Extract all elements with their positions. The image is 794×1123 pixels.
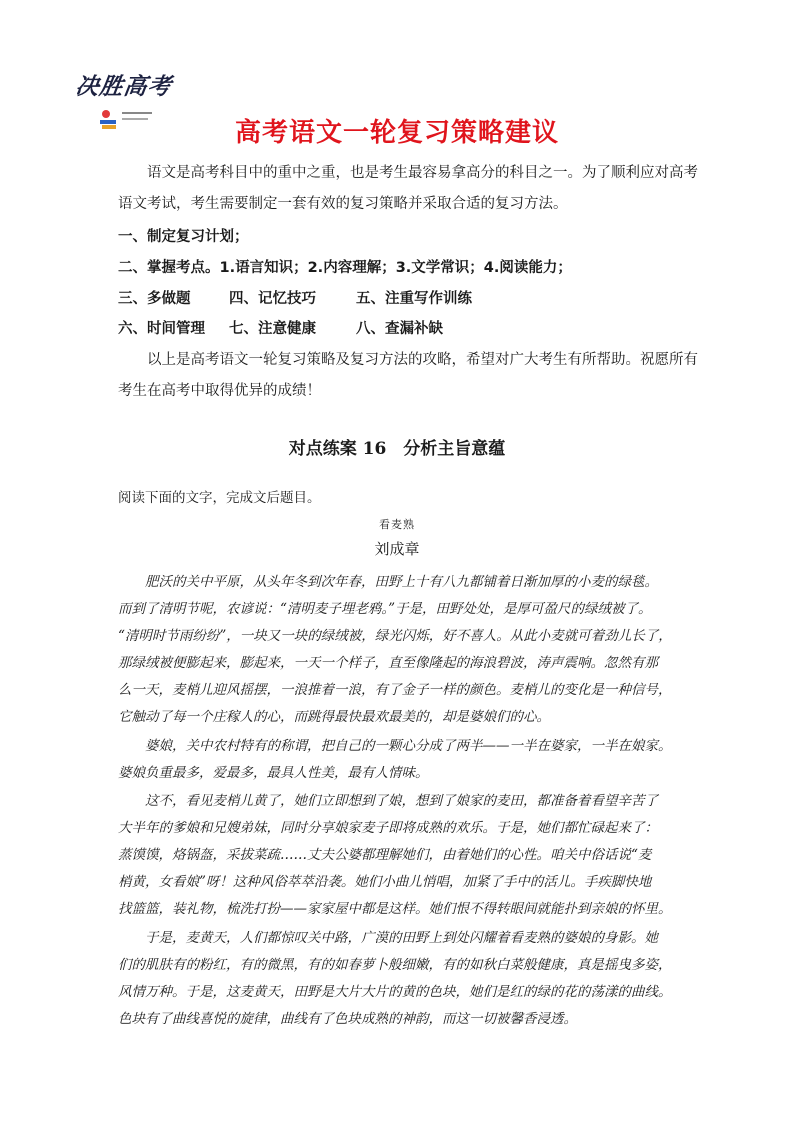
essay-line: 色块有了曲线喜悦的旋律，曲线有了色块成熟的神韵，而这一切被馨香浸透。 [118,1011,577,1027]
essay-line: 么一天，麦梢儿迎风摇摆，一浪推着一浪，有了金子一样的颜色。麦梢儿的变化是一种信号， [118,682,672,698]
closing-line-1: 以上是高考语文一轮复习策略及复习方法的攻略，希望对广大考生有所帮助。祝愿所有 [118,352,698,368]
exercise-instruction: 阅读下面的文字，完成文后题目。 [118,490,321,506]
exercise-title: 对点练案 16 分析主旨意蕴 [288,439,506,459]
essay-line: 而到了清明节呢，农谚说：“清明麦子埋老鸦。”于是，田野处处，是厚可盈尺的绿绒被了。 [118,601,652,617]
essay-line: 找篮篮，装礼物，梳洗打扮——家家屋中都是这样。她们恨不得转眼间就能扑到亲娘的怀里。 [118,901,672,917]
strategy-7: 七、注意健康 [229,321,316,337]
essay-line: 们的肌肤有的粉红，有的微黑，有的如春萝卜般细嫩，有的如秋白菜般健康，真是摇曳多姿， [118,957,672,973]
essay-line: “清明时节雨纷纷”，一块又一块的绿绒被，绿光闪烁，好不喜人。从此小麦就可着劲儿长了， [118,628,672,644]
essay-line: 婆娘，关中农村特有的称谓，把自己的一颗心分成了两半——一半在婆家，一半在娘家。 [118,738,672,754]
essay-line: 风情万种。于是，这麦黄天，田野是大片大片的黄的色块，她们是红的绿的花的荡漾的曲线。 [118,984,672,1000]
essay-line: 这不，看见麦梢儿黄了，她们立即想到了娘，想到了娘家的麦田，都准备着看望辛苦了 [118,793,658,809]
essay-author: 刘成章 [374,540,420,558]
strategy-4: 四、记忆技巧 [229,291,316,307]
strategy-1: 一、制定复习计划； [118,229,249,245]
essay-line: 婆娘负重最多，爱最多，最具人性美，最有人情味。 [118,765,429,781]
essay-line: 梢黄，女看娘”呀！这种风俗萃萃沿袭。她们小曲儿悄唱，加紧了手中的活儿。手疾脚快地 [118,874,652,890]
strategy-5: 五、注重写作训练 [356,291,472,307]
strategy-8: 八、查漏补缺 [356,321,443,337]
logo-text: 决胜高考 [73,74,174,100]
closing-line-2: 考生在高考中取得优异的成绩！ [118,383,321,399]
intro-line-1: 语文是高考科目中的重中之重，也是考生最容易拿高分的科目之一。为了顺利应对高考 [118,165,698,181]
intro-line-2: 语文考试，考生需要制定一套有效的复习策略并采取合适的复习方法。 [118,196,568,212]
essay-line: 肥沃的关中平原，从头年冬到次年春，田野上十有八九都铺着日渐加厚的小麦的绿毯。 [118,574,658,590]
strategy-6: 六、时间管理 [118,321,205,337]
essay-line: 于是，麦黄天，人们都惊叹关中路，广漠的田野上到处闪耀着看麦熟的婆娘的身影。她 [118,930,658,946]
essay-line: 蒸馍馍，烙锅盔，采拔菜疏……丈夫公婆都理解她们，由着她们的心性。咱关中俗话说“麦 [118,847,652,863]
strategy-2: 二、掌握考点。1.语言知识；2.内容理解；3.文学常识；4.阅读能力； [118,260,572,276]
page-title: 高考语文一轮复习策略建议 [234,118,559,148]
essay-line: 那绿绒被便膨起来，膨起来，一天一个样子，直至像隆起的海浪碧波，涛声震响。忽然有那 [118,655,658,671]
essay-title: 看麦熟 [379,518,415,531]
strategy-3: 三、多做题 [118,291,191,307]
essay-line: 大半年的爹娘和兄嫂弟妹，同时分享娘家麦子即将成熟的欢乐。于是，她们都忙碌起来了： [118,820,658,836]
essay-line: 它触动了每一个庄稼人的心，而跳得最快最欢最美的，却是婆娘们的心。 [118,709,550,725]
